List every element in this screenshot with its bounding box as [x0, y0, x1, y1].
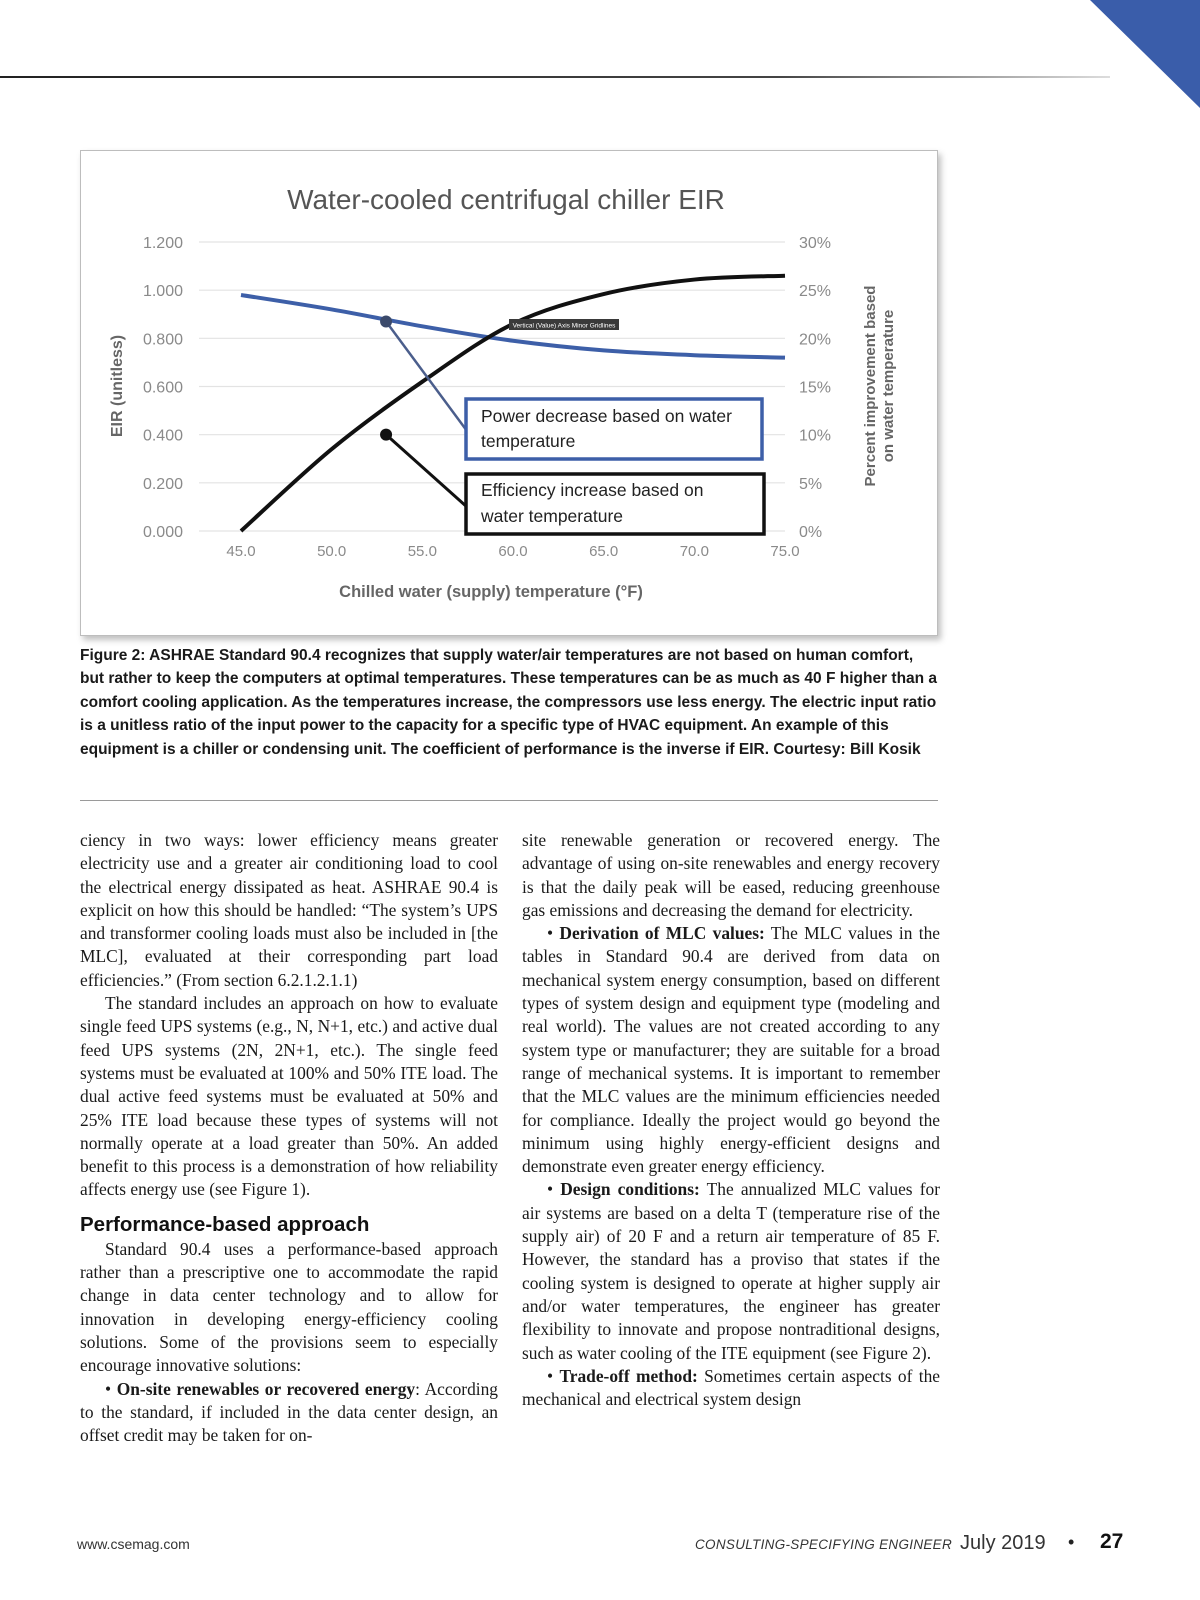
y-tick-label: 0.800: [142, 331, 183, 349]
x-axis-ticks: [226, 543, 799, 560]
chart-title: Water-cooled centrifugal chiller EIR: [287, 184, 725, 215]
y2-tick-label: 5%: [799, 475, 823, 493]
chart-tooltip: [509, 319, 619, 330]
power-annotation-line1: Power decrease based on water: [481, 406, 732, 426]
bullet-title: Derivation of MLC values:: [559, 923, 765, 944]
efficiency-annotation-line2: water temperature: [481, 506, 624, 526]
bullet-marker: •: [547, 1365, 560, 1386]
y2-tick-label: 30%: [799, 235, 832, 252]
figure-caption: Figure 2: ASHRAE Standard 90.4 recognizes that supply water/air temperatures are not based on human comfort, but rather to keep the computers at optimal temperatures. These temperatures can be as much as 40 F higher than a comfort cooling application. As the temperatures increase, the compressors use less energy. The electric input ratio is a unitless ratio of the input power to the capacity for a specific type of HVAC equipment. An example of this equipment is a chiller or condensing unit. The coefficient of performance is the inverse if EIR. Courtesy: Bill Kosik: [80, 647, 938, 758]
bullet-title: On-site renewables or recovered energy: [116, 1378, 416, 1399]
caption-divider: [80, 800, 938, 801]
right-paragraph-1: site renewable generation or recovered energy. The advantage of using on-site renewables and energy recovery is that the daily peak will be eased, reducing greenhouse gas emissions and decreasing the demand for electricity.: [522, 830, 940, 920]
y2-tick-label: 25%: [799, 283, 832, 301]
y-tick-label: 0.400: [142, 427, 183, 445]
x-tick-label: 70.0: [679, 543, 709, 560]
y-axis-ticks: [143, 235, 183, 541]
bullet-trade-off: [522, 1365, 940, 1412]
y2-tick-label: 20%: [799, 331, 832, 349]
left-paragraph-1: ciency in two ways: lower efficiency means greater electricity use and a greater air conditioning load to cool the electrical energy dissipated as heat. ASHRAE 90.4 is explicit on how this should be handled: “The system’s UPS and transformer cooling loads must also be included in [the MLC], evaluated at their corresponding part load efficiencies.” (From section 6.2.1.2.1.1): [80, 830, 498, 990]
efficiency-annotation-line1: Efficiency increase based on: [481, 480, 704, 500]
x-tick-label: 75.0: [770, 543, 800, 560]
left-paragraph-3: Standard 90.4 uses a performance-based approach rather than a prescriptive one to accommodate the rapid change in data center technology and to allow for innovation in developing energy-efficiency cooling solutions. Some of the provisions seem to especially encourage innovative solutions:: [80, 1238, 498, 1376]
eir-chart: [81, 151, 937, 635]
article-column-left: [80, 829, 498, 1447]
y2-tick-label: 15%: [799, 379, 832, 397]
bullet-marker: •: [547, 923, 560, 944]
chart-figure: [80, 150, 938, 636]
x-tick-label: 45.0: [226, 543, 256, 560]
y2-tick-label: 10%: [799, 427, 832, 445]
section-heading: Performance-based approach: [80, 1212, 370, 1236]
bullet-marker: •: [105, 1378, 117, 1399]
bullet-onsite-renewables: [80, 1378, 498, 1448]
y-axis-label: EIR (unitless): [109, 334, 126, 438]
page-number: 27: [1100, 1530, 1124, 1553]
bullet-mlc-derivation: [522, 922, 940, 1178]
bullet-text: The MLC values in the tables in Standard 90.4 are derived from data on mechanical system energy consumption, based on different types of system design and equipment type (modeling and real world). The values are not created according to any system type or manufacturer; they are suitable for a broad range of mechanical systems. It is important to remember that the MLC values are the minimum efficiencies needed for compliance. Ideally the project would go beyond the minimum using highly energy-efficient designs and demonstrate even greater energy efficiency.: [522, 923, 940, 1177]
x-tick-label: 65.0: [589, 543, 619, 560]
y-tick-label: 0.200: [142, 475, 183, 493]
efficiency-annotation-marker: [380, 429, 392, 441]
footer-issue-date: July 2019: [960, 1532, 1046, 1554]
chart-tooltip-text: Vertical (Value) Axis Minor Gridlines: [512, 322, 616, 330]
power-annotation-box: [466, 399, 762, 459]
article-column-right: [522, 829, 940, 1411]
header-rule: [0, 76, 1110, 78]
x-axis-label: Chilled water (supply) temperature (°F): [339, 583, 643, 601]
y-tick-label: 1.200: [142, 235, 183, 252]
y-tick-label: 0.600: [142, 379, 183, 397]
bullet-text: The annualized MLC values for air systems are based on a delta T (temperature rise of the supply air) of 20 F and a return air temperature of 85 F. However, the standard has a proviso that states if the cooling system is designed to operate at higher supply air and/or water temperatures, the engineer has greater flexibility to innovate and propose nontraditional designs, such as water cooling of the ITE equipment (see Figure 2).: [522, 1179, 941, 1363]
y2-axis-label-line1: Percent improvement based: [862, 285, 879, 487]
footer-separator: •: [1068, 1532, 1075, 1552]
efficiency-annotation-box: [466, 474, 764, 534]
bullet-design-conditions: [522, 1178, 940, 1364]
bullet-text: Sometimes certain aspects of the mechanical and electrical system design: [522, 1365, 940, 1410]
y-tick-label: 1.000: [142, 283, 183, 301]
y2-axis-ticks: [799, 235, 831, 541]
power-annotation-marker: [380, 315, 392, 327]
y-tick-label: 0.000: [142, 524, 183, 541]
x-tick-label: 55.0: [407, 543, 437, 560]
bullet-title: Trade-off method:: [559, 1365, 698, 1386]
y2-tick-label: 0%: [799, 524, 823, 541]
x-tick-label: 60.0: [498, 543, 528, 560]
x-tick-label: 50.0: [317, 543, 347, 560]
page-footer: [0, 1532, 1200, 1562]
y2-axis-label-line2: on water temperature: [880, 309, 897, 463]
bullet-text: : According to the standard, if included in the data center design, an offset credit may be taken for on-: [80, 1378, 498, 1446]
corner-accent-tab: [1090, 0, 1200, 108]
footer-magazine-name: CONSULTING-SPECIFYING ENGINEER: [695, 1537, 953, 1552]
power-annotation-line2: temperature: [481, 431, 576, 451]
left-paragraph-2: The standard includes an approach on how to evaluate single feed UPS systems (e.g., N, N+1, etc.) and active dual feed UPS systems (2N, 2N+1, etc.). The single feed systems must be evaluated at 100% and 50% ITE load. The dual active feed systems must be evaluated at 50% and 25% ITE load because these types of systems will not normally operate at a load greater than 50%. An added benefit to this process is a demonstration of how reliability affects energy use (see Figure 1).: [80, 993, 498, 1200]
footer-website: www.csemag.com: [77, 1536, 190, 1552]
efficiency-annotation-leader: [386, 435, 467, 507]
bullet-title: Design conditions:: [560, 1179, 700, 1200]
bullet-marker: •: [547, 1179, 561, 1200]
